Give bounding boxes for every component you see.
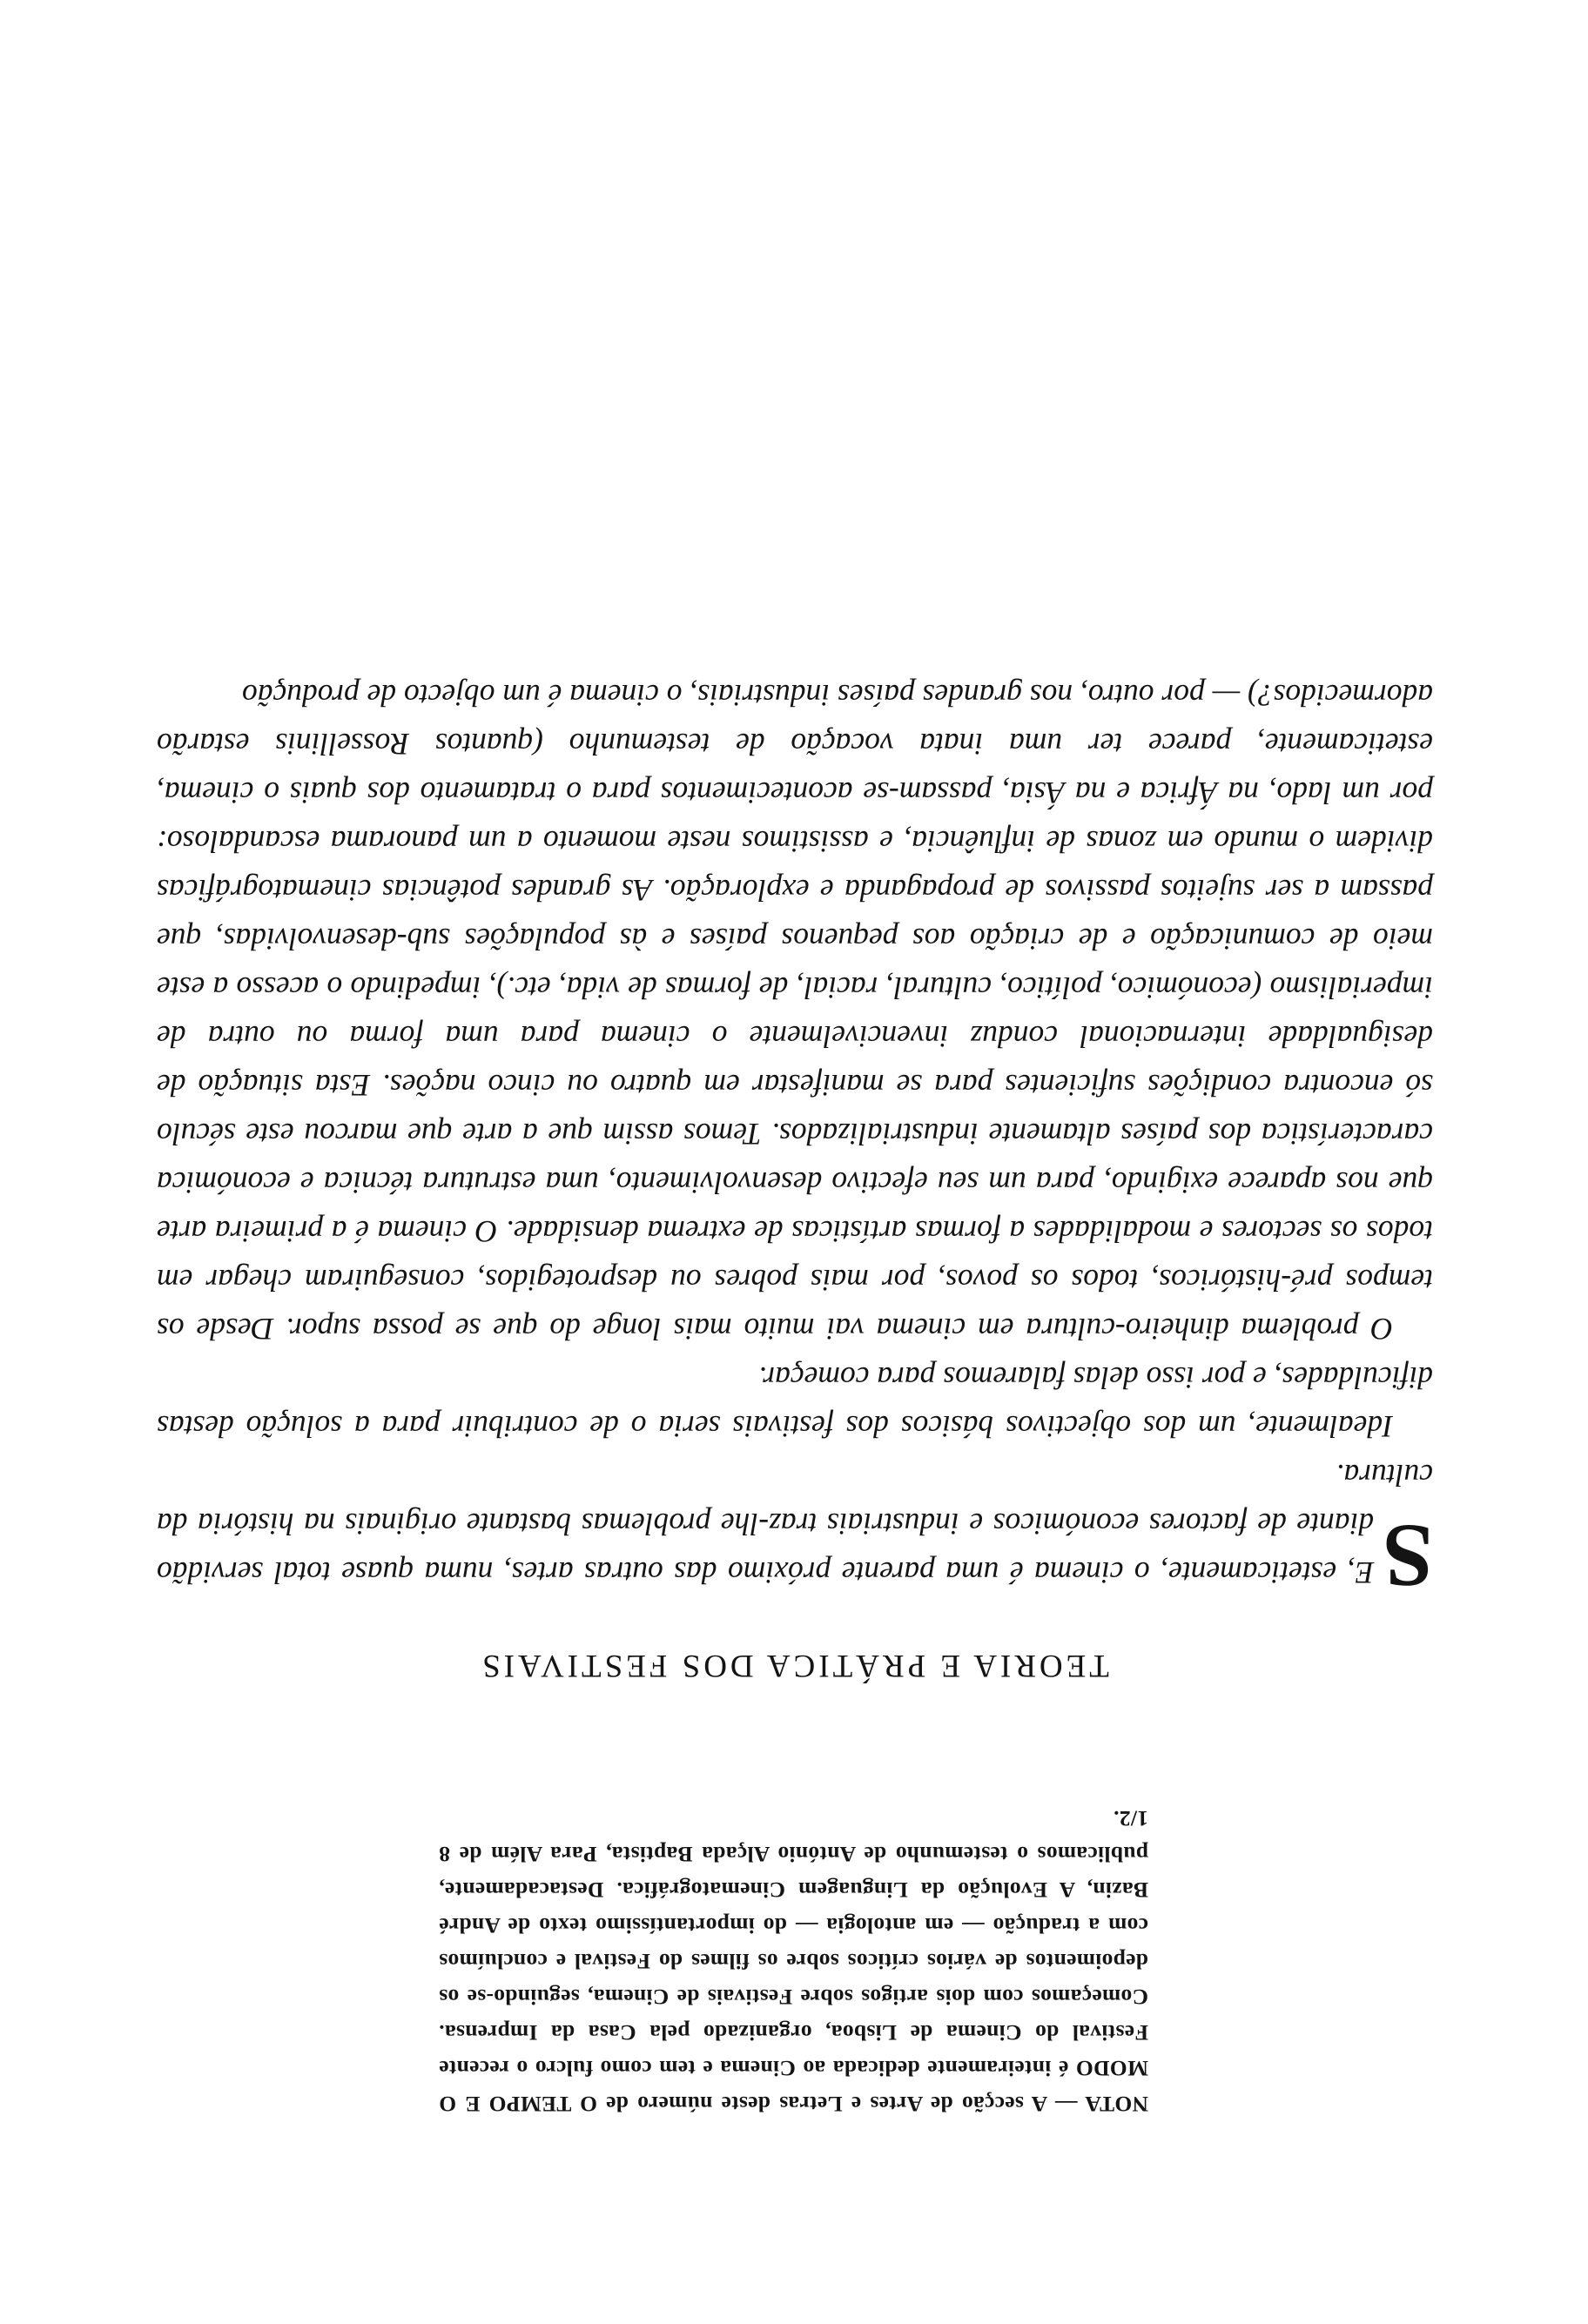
article-heading: TEORIA E PRÁTICA DOS FESTIVAIS: [479, 1648, 1109, 1683]
article-body: [157, 671, 1433, 1606]
paragraph-2: Idealmente, um dos objectivos básicos dos festivais seria o de contribuir para a solução destas dificuldades, e por isso delas falaremos para começar.: [157, 1360, 1433, 1444]
paragraph-1: [157, 1451, 1433, 1606]
drop-cap: S: [1383, 1506, 1433, 1606]
note-label: NOTA: [1086, 2092, 1148, 2117]
paragraph-1-text: E, esteticamente, o cinema é uma parente próximo das outras artes, numa quase total servidão diante de factores económicos e industriais traz-lhe problemas bastante originais na história da cultura.: [157, 1458, 1433, 1590]
note-text: — A secção de Artes e Letras deste número de O TEMPO E O MODO é inteiramente dedicada ao Cinema e tem como fulcro o recente Festival do Cinema de Lisboa, organizado pela Casa da Imprensa. Começamos com dois artigos sobre Festivais de Cinema, seguindo-se os depoimentos de vários críticos sobre os filmes do Festival e concluímos com a tradução — em antologia — do importantíssimo texto de André Bazin, A Evolução da Linguagem Cinematográfica. Destacadamente, publicamos o testemunho de António Alçada Baptista, Para Além de 8 1/2.: [439, 1806, 1148, 2117]
editorial-note: [439, 1801, 1148, 2122]
paragraph-3: O problema dinheiro-cultura em cinema vai muito mais longe do que se possa supor. Desde os tempos pré-históricos, todos os povos, por mais pobres ou desprotegidos, conseguiram chegar em todos os sectores e modalidades a formas artísticas de extrema densidade. O cinema é a primeira arte que nos aparece exigindo, para um seu efectivo desenvolvimento, uma estrutura técnica e económica característica dos países altamente industrializados. Temos assim que a arte que marcou este século só encontra condições suficientes para se manifestar em quatro ou cinco nações. Esta situação de desigualdade internacional conduz invencivelmente o cinema para uma forma ou outra de imperialismo (económico, político, cultural, racial, de formas de vida, etc.), impedindo o acesso a este meio de comunicação e de criação aos pequenos países e às populações sub-desenvolvidas, que passam a ser sujeitos passivos de propaganda e exploração. As grandes potências cinematográficas dividem o mundo em zonas de influência, e assistimos neste momento a um panorama escandaloso: por um lado, na África e na Ásia, passam-se acontecimentos para o tratamento dos quais o cinema, esteticamente, parece ter uma inata vocação de testemunho (quantos Rossellinis estarão adormecidos?) — por outro, nos grandes países industriais, o cinema é um objecto de produção: [157, 678, 1433, 1347]
